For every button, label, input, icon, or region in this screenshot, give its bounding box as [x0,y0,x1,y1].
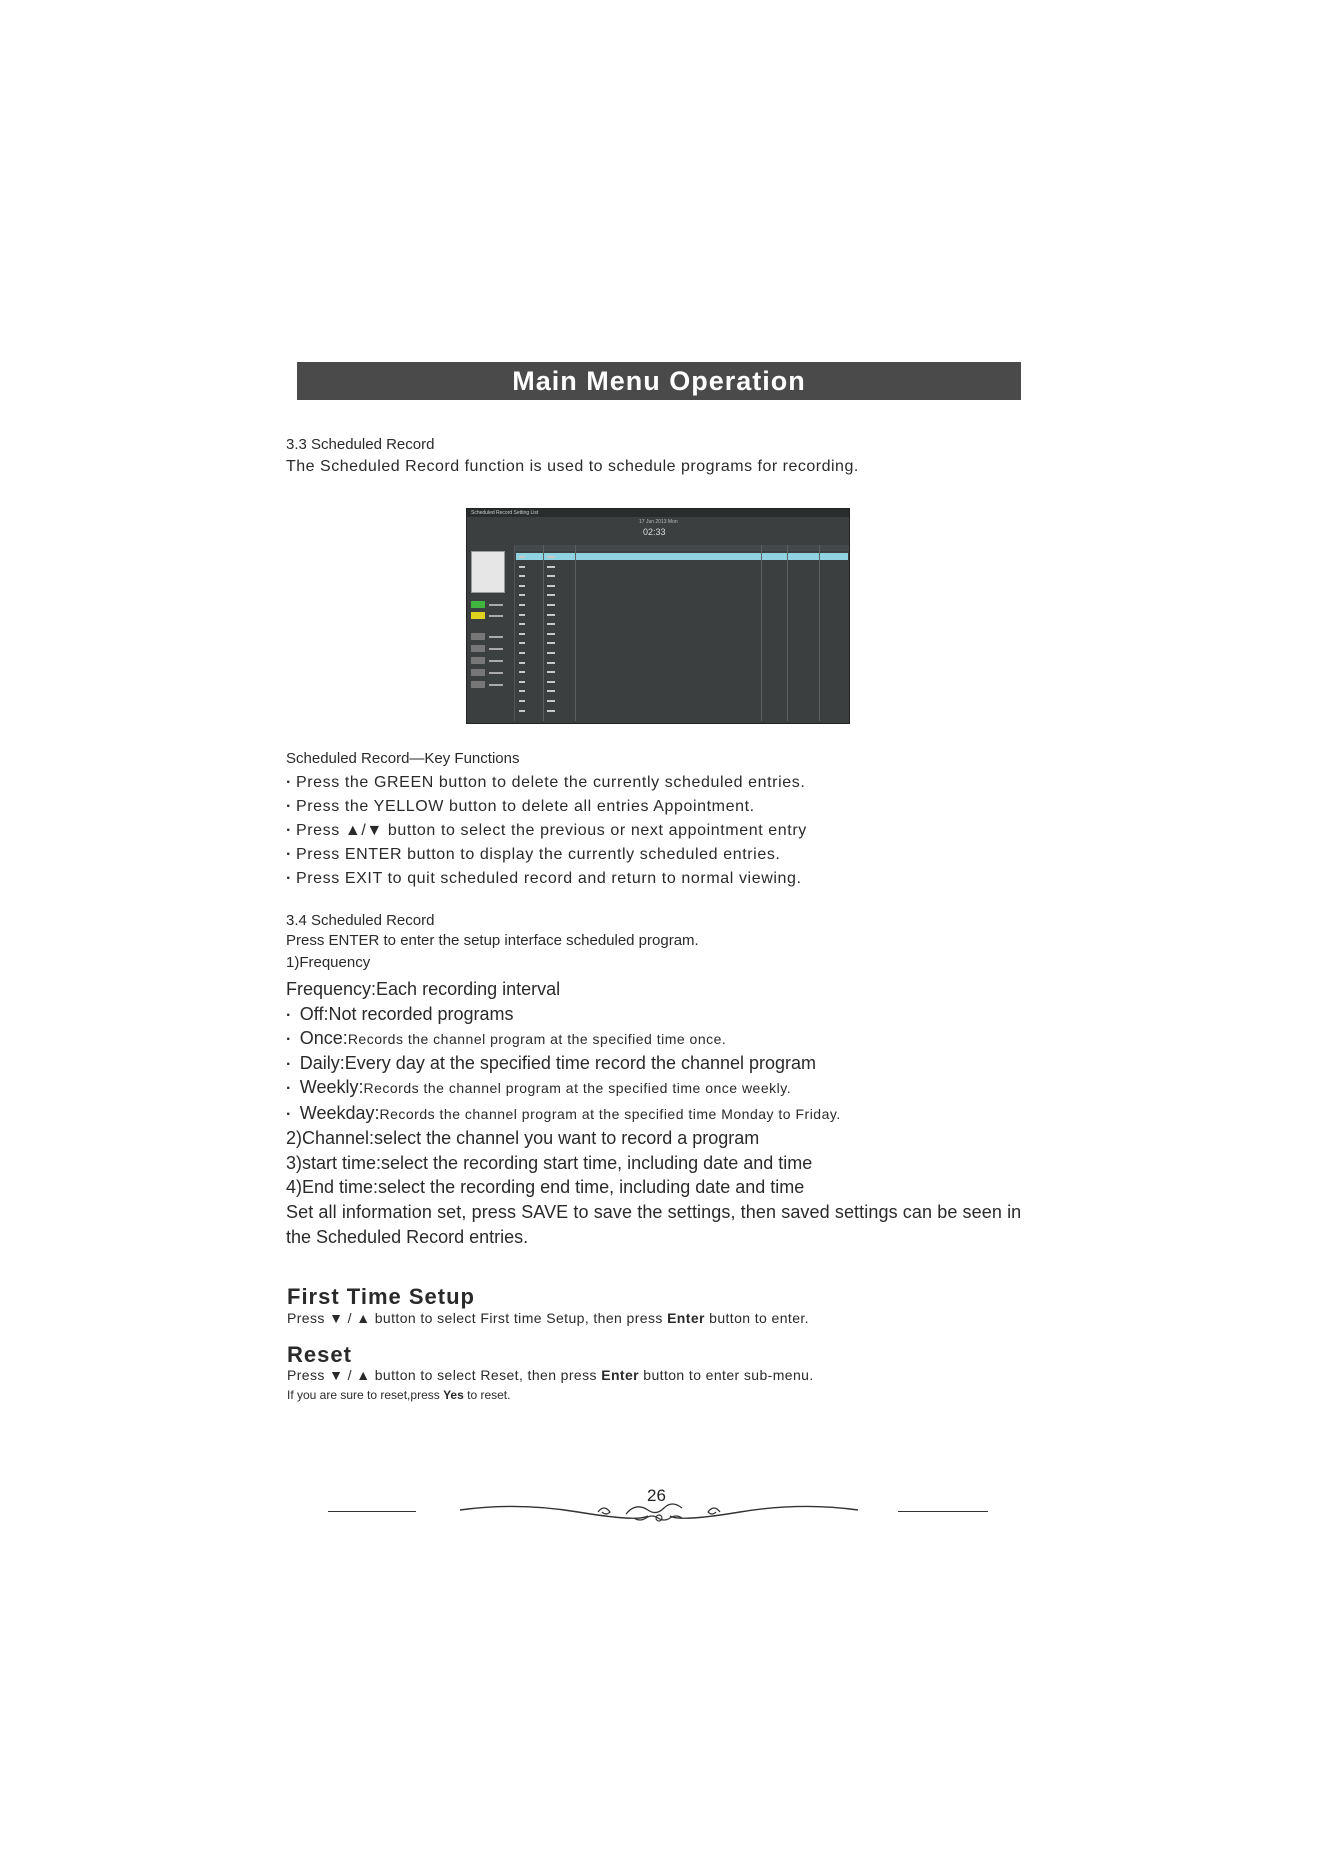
exit-key-icon [471,681,485,688]
scheduled-record-screenshot [466,508,850,724]
option-desc: Records the channel program at the specified time once. [347,1031,727,1047]
section-intro-3-4: Press ENTER to enter the setup interface scheduled program. [286,932,699,949]
frequency-option-once [286,1028,726,1049]
enter-keyword: Enter [601,1367,639,1383]
yellow-key-label [489,615,503,617]
screenshot-row-cell [547,623,555,625]
frequency-label: 1)Frequency [286,954,371,971]
screenshot-table-header [515,545,849,551]
screenshot-row-number [519,604,525,606]
screenshot-row-cell [547,614,555,616]
screenshot-row-number [519,700,525,702]
reset-text [287,1367,814,1383]
first-time-setup-heading: First Time Setup [287,1284,475,1309]
option-name: Weekday: [299,1103,380,1123]
screenshot-row-number [519,662,525,664]
screenshot-row-number [519,690,525,692]
screenshot-row-cell [547,690,555,692]
screenshot-row-cell [547,700,555,702]
table-column-divider [761,545,762,721]
green-key-label [489,604,503,606]
key-function-item: · Press the YELLOW button to delete all entries Appointment. [286,798,755,816]
move-key-label [489,648,503,650]
screenshot-row-cell [547,566,555,568]
page-title: Main Menu Operation [512,365,806,396]
screenshot-row-cell [547,681,555,683]
yes-keyword: Yes [443,1388,464,1402]
screenshot-row-cell [547,604,555,606]
reset-heading: Reset [287,1342,352,1367]
closing-text-line-1: Set all information set, press SAVE to save the settings, then saved settings can be seen in [286,1202,1022,1222]
screenshot-row-cell [547,671,555,673]
option-name: Off: [299,1004,329,1024]
first-time-setup-text-after: button to enter. [704,1310,809,1326]
screenshot-row-number [519,681,525,683]
reset-note-before: If you are sure to reset,press [287,1388,444,1402]
screenshot-row-cell [547,710,555,712]
option-desc: Not recorded programs [328,1004,514,1024]
screenshot-row-cell [547,575,555,577]
key-function-item: · Press the GREEN button to delete the currently scheduled entries. [286,774,805,792]
screenshot-row-cell [547,585,555,587]
screenshot-row-number [519,623,525,625]
menu-key-icon [471,669,485,676]
section-3-4 [286,912,1046,1252]
nav-key-label [489,636,503,638]
screenshot-title: Scheduled Record Setting List [471,510,539,516]
screenshot-row-number [519,710,525,712]
screenshot-row-cell [547,633,555,635]
enter-keyword: Enter [667,1310,705,1326]
footer-rule-left [328,1511,416,1512]
table-column-divider [787,545,788,721]
option-desc: Records the channel program at the specified time once weekly. [363,1080,792,1096]
option-desc: Every day at the specified time record the channel program [344,1053,817,1073]
frequency-description: Frequency:Each recording interval [286,979,561,999]
page-number: 26 [647,1486,666,1505]
screenshot-row-number [519,642,525,644]
move-key-icon [471,645,485,652]
page-header-banner [297,362,1021,400]
section-heading-3-3: 3.3 Scheduled Record [286,436,435,453]
section-heading-3-4: 3.4 Scheduled Record [286,912,435,929]
exit-key-label [489,684,503,686]
key-functions-section [286,750,986,890]
screenshot-row-number [519,575,525,577]
section-intro-3-3: The Scheduled Record function is used to schedule programs for recording. [286,458,859,475]
enter-key-label [489,660,503,662]
frequency-option-off [286,1004,514,1025]
enter-key-icon [471,657,485,664]
screenshot-entry-table [514,545,849,721]
screenshot-row-number [519,633,525,635]
key-function-item: · Press ENTER button to display the currently scheduled entries. [286,846,780,864]
screenshot-row-number [519,594,525,596]
screenshot-row-cell [547,662,555,664]
reset-text-before: Press ▼ / ▲ button to select Reset, then press [287,1367,602,1383]
option-name: Once: [299,1028,348,1048]
screenshot-row-number [519,614,525,616]
reset-text-after: button to enter sub-menu. [639,1367,814,1383]
screenshot-date: 17 Jun 2013 Mon [639,519,678,525]
reset-note-after: to reset. [463,1388,511,1402]
table-column-divider [543,545,544,721]
nav-key-icon [471,633,485,640]
key-function-item: · Press ▲/▼ button to select the previous or next appointment entry [286,822,807,840]
first-time-setup-text-before: Press ▼ / ▲ button to select First time Setup, then press [287,1310,668,1326]
option-name: Daily: [299,1053,345,1073]
table-column-divider [575,545,576,721]
screenshot-row-number [519,652,525,654]
first-time-setup-text [287,1310,809,1326]
closing-text-line-2: the Scheduled Record entries. [286,1227,529,1247]
step-start-time: 3)start time:select the recording start time, including date and time [286,1153,813,1173]
key-function-item: · Press EXIT to quit scheduled record and return to normal viewing. [286,870,802,888]
green-key-icon [471,601,485,608]
screenshot-row-number [519,556,525,558]
step-channel: 2)Channel:select the channel you want to record a program [286,1128,760,1148]
screenshot-row-number [519,585,525,587]
reset-note [287,1388,510,1402]
frequency-option-weekly [286,1077,791,1098]
footer-rule-right [898,1511,988,1512]
screenshot-row-number [519,566,525,568]
screenshot-row-cell [547,594,555,596]
table-column-divider [819,545,820,721]
screenshot-row-number [519,671,525,673]
screenshot-row-cell [547,556,555,558]
screenshot-thumbnail [471,551,505,593]
screenshot-clock: 02:33 [643,527,666,537]
screenshot-row-cell [547,652,555,654]
option-name: Weekly: [299,1077,364,1097]
key-functions-heading: Scheduled Record—Key Functions [286,750,520,767]
screenshot-selected-row [516,553,848,560]
screenshot-row-cell [547,642,555,644]
frequency-option-weekday [286,1103,841,1124]
frequency-option-daily [286,1053,816,1074]
option-desc: Records the channel program at the specified time Monday to Friday. [379,1106,841,1122]
yellow-key-icon [471,612,485,619]
step-end-time: 4)End time:select the recording end time, including date and time [286,1177,805,1197]
menu-key-label [489,672,503,674]
